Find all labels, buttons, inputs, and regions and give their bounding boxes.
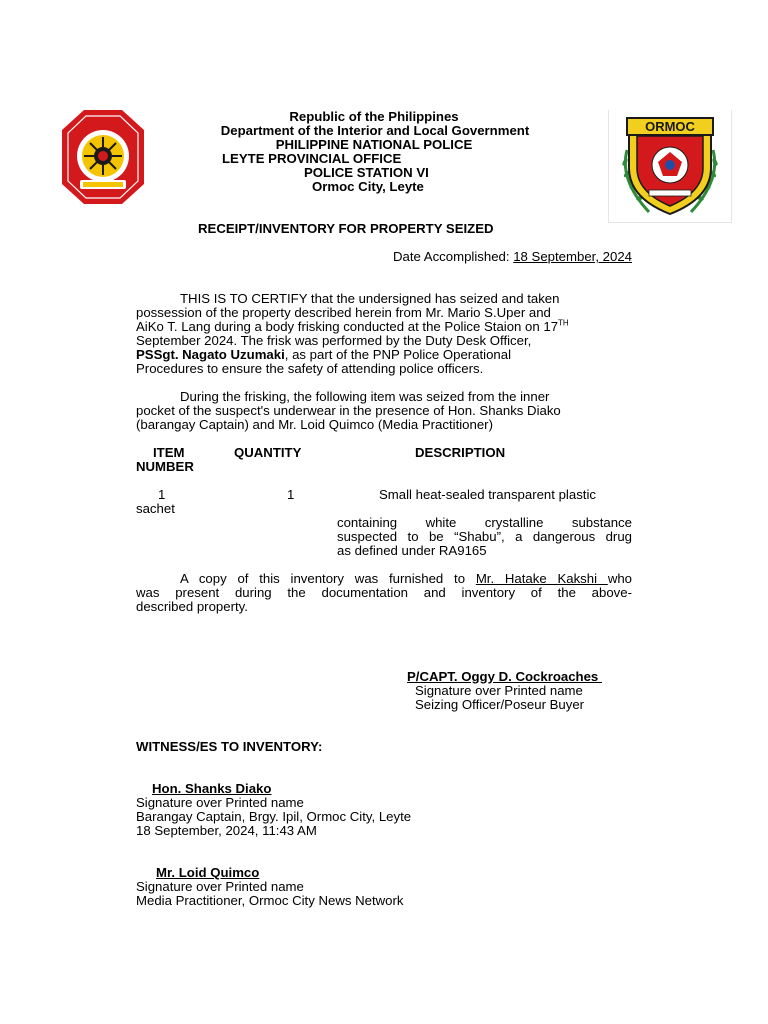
col-item-number-header: ITEM NUMBER xyxy=(136,445,194,474)
furnished-to-name: Mr. Hatake Kakshi xyxy=(475,571,608,586)
document-title: RECEIPT/INVENTORY FOR PROPERTY SEIZED xyxy=(198,221,494,236)
header-provincial-office: LEYTE PROVINCIAL OFFICE xyxy=(222,151,402,166)
certify-line: THIS IS TO CERTIFY that the undersigned has seized and taken xyxy=(180,291,560,306)
ormoc-banner-text: ORMOC xyxy=(645,119,695,134)
header-police-station: POLICE STATION VI xyxy=(304,165,429,180)
certify-line: Procedures to ensure the safety of attending police officers. xyxy=(136,361,484,376)
witness1-signature-label: Signature over Printed name xyxy=(136,795,304,810)
header-city: Ormoc City, Leyte xyxy=(312,179,424,194)
col-quantity-header: QUANTITY xyxy=(234,445,302,460)
certify-line: possession of the property described herein from Mr. Mario S.Uper and xyxy=(136,305,551,320)
header-pnp: PHILIPPINE NATIONAL POLICE xyxy=(275,137,473,152)
certify-line: PSSgt. Nagato Uzumaki, as part of the PNP Police Operational xyxy=(136,347,512,362)
copy-furnished-paragraph xyxy=(136,572,632,614)
certify-line: September 2024. The frisk was performed by the Duty Desk Officer, xyxy=(136,333,532,348)
witness-heading: WITNESS/ES TO INVENTORY: xyxy=(136,739,323,754)
frisking-line: pocket of the suspect's underwear in the presence of Hon. Shanks Diako xyxy=(136,403,561,418)
header-dilg: Department of the Interior and Local Government xyxy=(220,123,530,138)
frisking-line: During the frisking, the following item was seized from the inner xyxy=(180,389,550,404)
witness2-name: Mr. Loid Quimco xyxy=(156,865,260,880)
certify-paragraph xyxy=(136,292,632,376)
seizing-officer-role: Seizing Officer/Poseur Buyer xyxy=(415,697,585,712)
header-republic: Republic of the Philippines xyxy=(289,109,459,124)
seizing-officer-name: P/CAPT. Oggy D. Cockroaches xyxy=(407,669,602,684)
ormoc-police-logo xyxy=(608,110,732,223)
witness2-role: Media Practitioner, Ormoc City News Network xyxy=(136,893,404,908)
date-label: Date Accomplished: xyxy=(393,249,514,264)
frisking-paragraph xyxy=(136,390,632,432)
copy-line: A copy of this inventory was furnished to Mr. Hatake Kakshi who xyxy=(180,571,633,586)
seizing-officer-signature-label: Signature over Printed name xyxy=(415,683,583,698)
frisking-line: (barangay Captain) and Mr. Loid Quimco (Media Practitioner) xyxy=(136,417,493,432)
pnp-seal-logo xyxy=(62,110,144,204)
witness1-name: Hon. Shanks Diako xyxy=(152,781,272,796)
col-description-header: DESCRIPTION xyxy=(415,445,506,460)
witness1-datetime: 18 September, 2024, 11:43 AM xyxy=(136,823,317,838)
witness2-signature-label: Signature over Printed name xyxy=(136,879,304,894)
row-description-line1: Small heat-sealed transparent plastic xyxy=(379,487,596,502)
certify-line: AiKo T. Lang during a body frisking conducted at the Police Staion on 17TH xyxy=(136,318,569,334)
row-description-line1b: sachet xyxy=(136,501,175,516)
row-description-continued: containing white crystalline substance suspected to be “Shabu”, a dangerous drug as defined under RA9165 xyxy=(337,515,632,558)
witness1-role: Barangay Captain, Brgy. Ipil, Ormoc City, Leyte xyxy=(136,809,412,824)
date-accomplished xyxy=(393,250,632,264)
copy-line: described property. xyxy=(136,599,248,614)
duty-officer-name: PSSgt. Nagato Uzumaki xyxy=(136,347,285,362)
date-value: 18 September, 2024 xyxy=(513,249,632,264)
row-quantity: 1 xyxy=(287,487,295,502)
copy-line: was present during the documentation and inventory of the above- xyxy=(136,585,632,600)
row-item-number: 1 xyxy=(158,487,166,502)
